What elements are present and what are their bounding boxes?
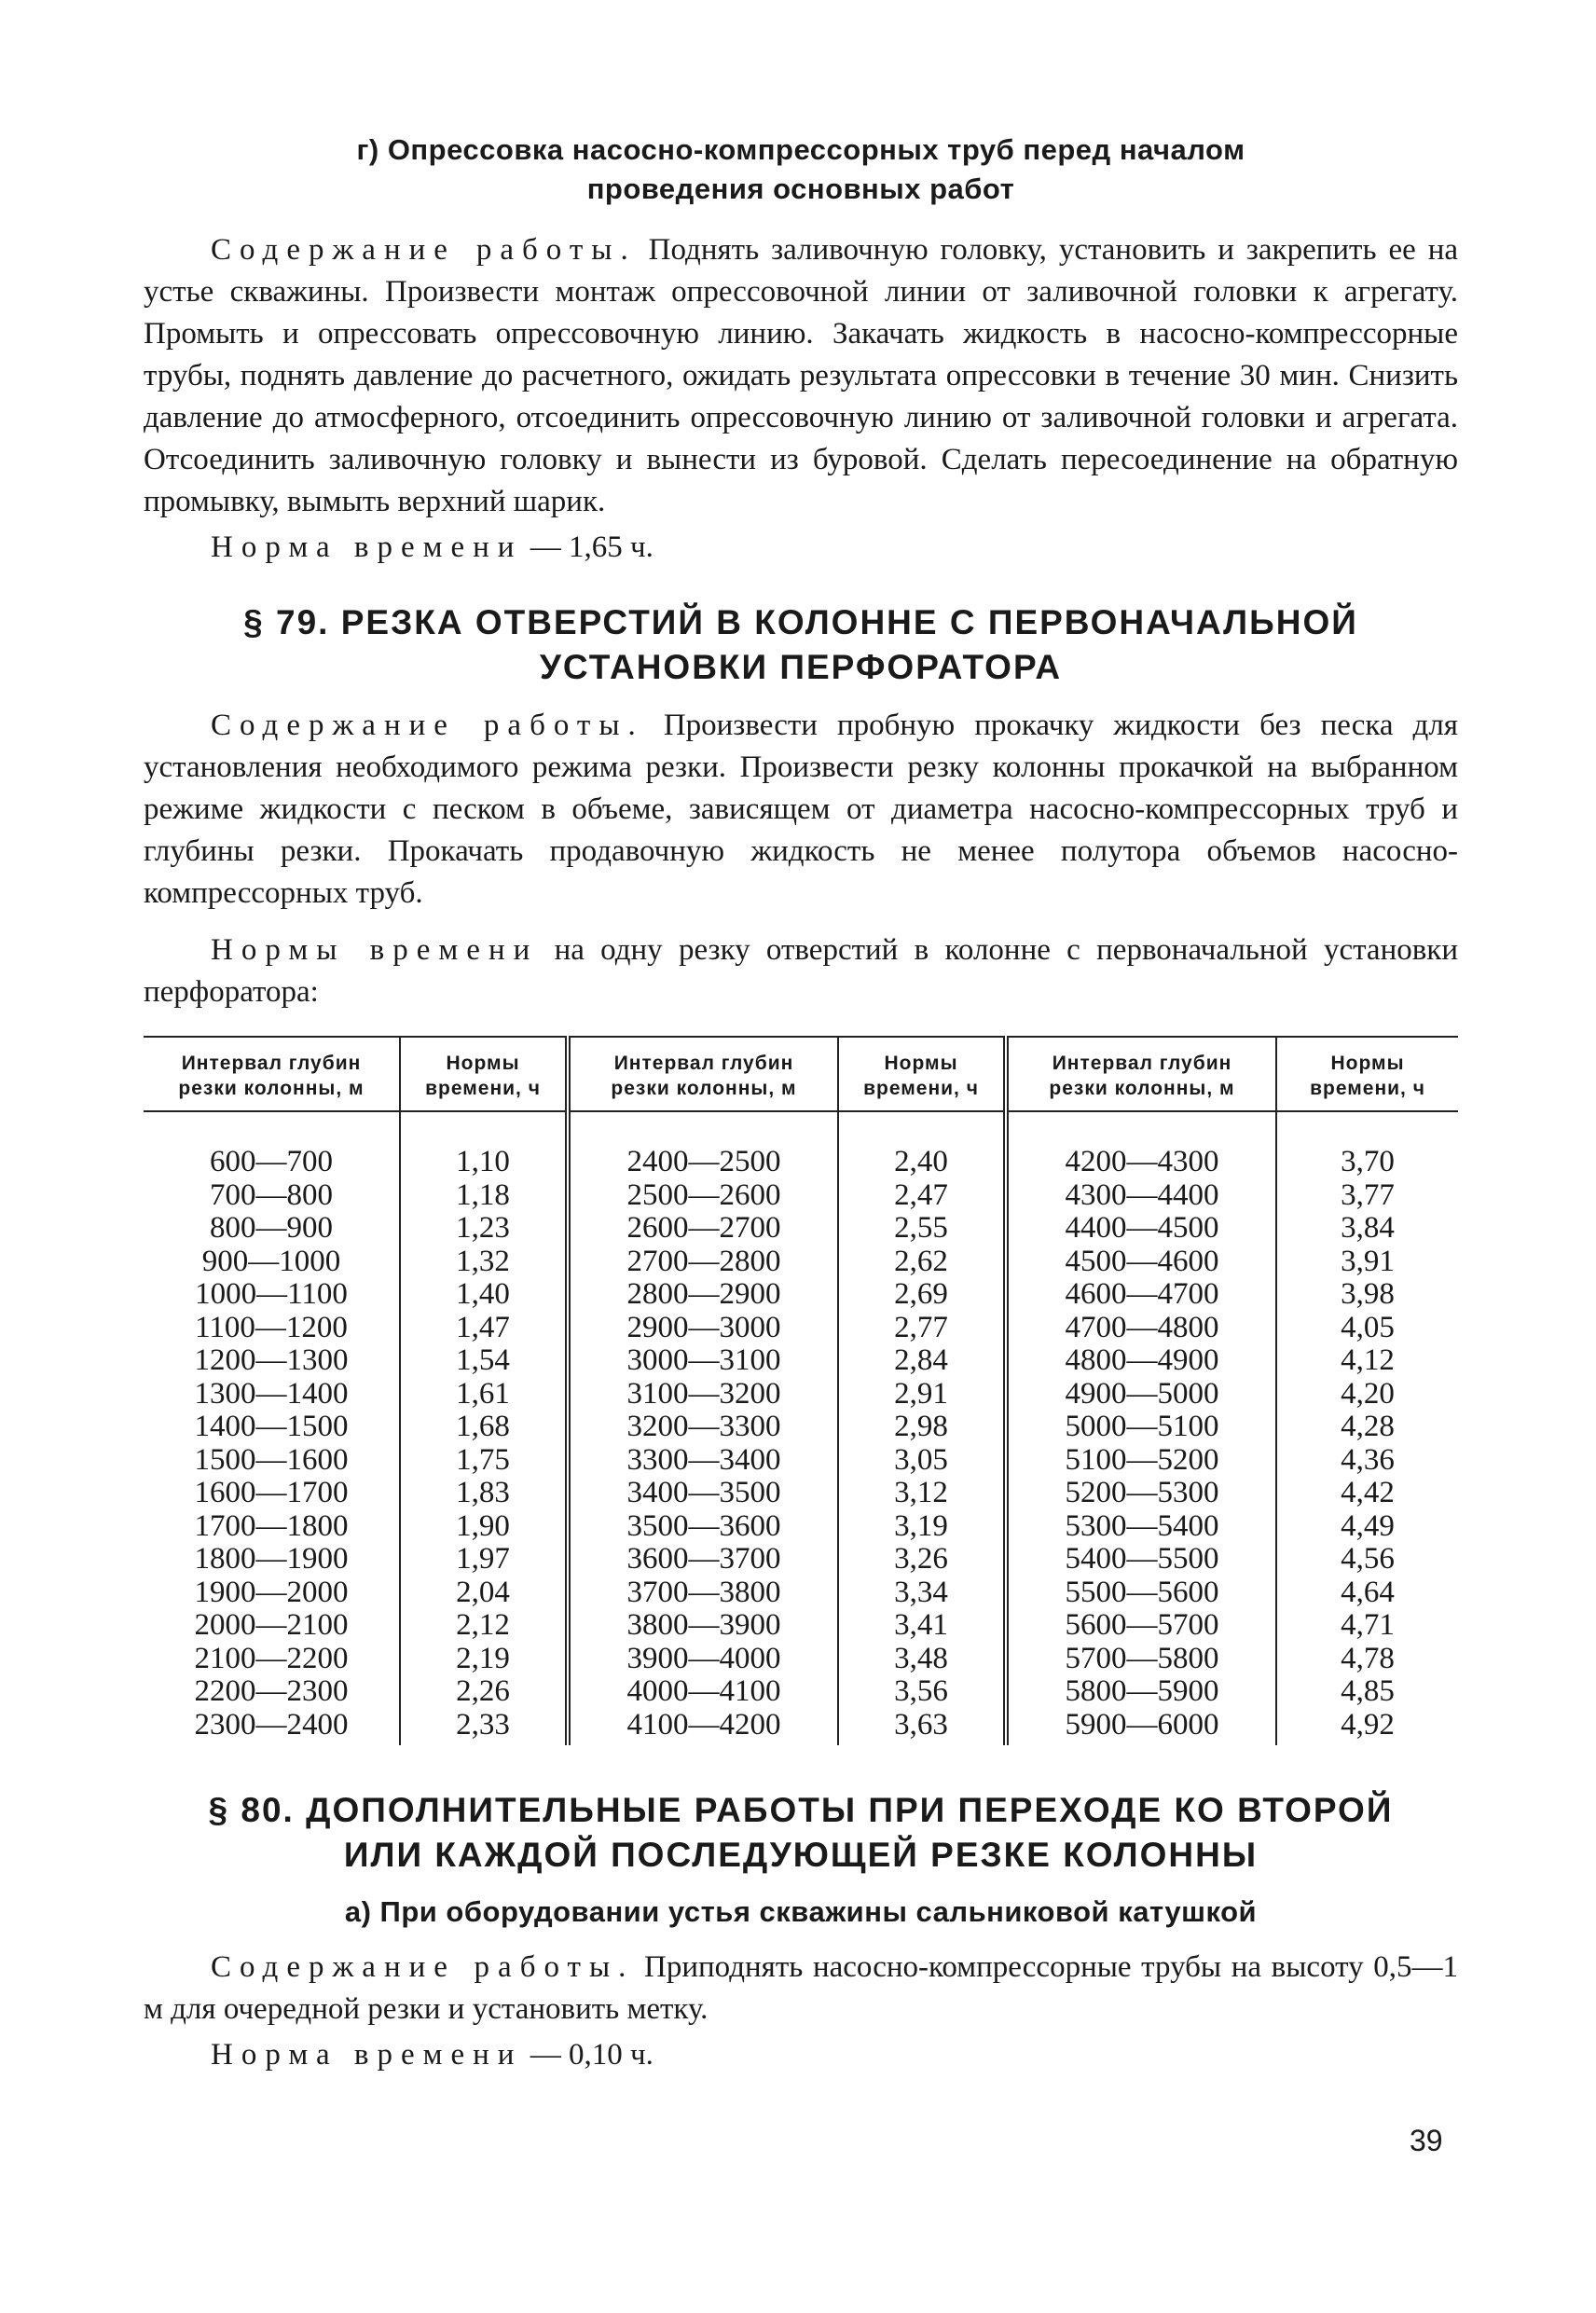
time-norm-cell: 3,05 — [838, 1444, 1006, 1478]
time-norm-cell: 4,78 — [1341, 1641, 1395, 1675]
table-row — [144, 1411, 1458, 1444]
time-norm-cell: 2,77 — [838, 1312, 1006, 1345]
section-80-content — [144, 1947, 1458, 2031]
depth-interval-cell: 2000—2100 — [144, 1609, 400, 1643]
time-norm-cell: 3,48 — [838, 1643, 1006, 1676]
norm-label: Норма времени — [211, 2038, 523, 2072]
depth-interval-cell: 1800—1900 — [144, 1543, 400, 1576]
time-norm-cell: 2,98 — [838, 1411, 1006, 1444]
depth-interval-cell: 5000—5100 — [1006, 1411, 1276, 1444]
section-79-title-line1: § 79. РЕЗКА ОТВЕРСТИЙ В КОЛОННЕ С ПЕРВОНАЧАЛЬНОЙ — [243, 603, 1358, 641]
time-norm-cell: 4,05 — [1341, 1310, 1395, 1344]
time-norm-cell: 1,90 — [400, 1510, 568, 1544]
depth-interval-cell: 5500—5600 — [1006, 1576, 1276, 1610]
depth-interval-cell: 2800—2900 — [568, 1278, 838, 1312]
depth-interval-cell: 5300—5400 — [1006, 1510, 1276, 1544]
depth-interval-cell: 4800—4900 — [1006, 1344, 1276, 1378]
subsection-g-title-line1: г) Опрессовка насосно-компрессорных труб перед началом — [356, 133, 1245, 166]
page-number: 39 — [1410, 2124, 1443, 2157]
section-79-title — [144, 600, 1458, 690]
time-norm-cell: 1,10 — [400, 1111, 568, 1179]
time-norm-cell: 2,84 — [838, 1344, 1006, 1378]
time-norm-cell: 3,19 — [838, 1510, 1006, 1544]
section-80-norm — [144, 2034, 1458, 2076]
depth-interval-cell: 3200—3300 — [568, 1411, 838, 1444]
work-content-text: Поднять заливочную головку, установить и закрепить ее на устье скважины. Произвести монтаж опрессовочной линии от заливочной головки к агрегату. Промыть и опрессовать опрессовочную линию. Закачать жидкость в насосно-компрессорные трубы, поднять давление до расчетного, ожидать результата опрессовки в течение 30 мин. Снизить давление до атмосферного, отсоединить опрессовочную линию от заливочной головки и агрегата. Отсоединить заливочную головку и вынести из буровой. Сделать пересоединение на обратную промывку, вымыть верхний шарик. — [144, 233, 1458, 518]
header-depth-interval-3: Интервал глубин резки колонны, м — [1006, 1037, 1276, 1111]
norm-value: — 1,65 ч. — [530, 530, 654, 564]
depth-interval-cell: 2500—2600 — [568, 1179, 838, 1213]
depth-interval-cell: 4700—4800 — [1006, 1312, 1276, 1345]
norms-table — [144, 1036, 1458, 1745]
time-norm-cell: 2,19 — [400, 1643, 568, 1676]
work-content-label: Содержание работы. — [211, 709, 644, 742]
norm-label: Норма времени — [211, 530, 523, 564]
time-norm-cell: 1,83 — [400, 1477, 568, 1510]
time-norm-cell: 3,91 — [1341, 1244, 1395, 1278]
depth-interval-cell: 3300—3400 — [568, 1444, 838, 1478]
time-norm-cell: 2,47 — [838, 1179, 1006, 1213]
time-norm-cell: 2,26 — [400, 1675, 568, 1709]
time-norm-cell: 4,42 — [1341, 1476, 1395, 1509]
work-content-text: Приподнять насосно-компрессорные трубы на высоту 0,5—1 м для очередной резки и установить метку. — [144, 1950, 1459, 2026]
section-79-title-line2: УСТАНОВКИ ПЕРФОРАТОРА — [539, 648, 1063, 686]
norms-text: на одну резку отверстий в колонне с первоначальной установки перфоратора: — [144, 933, 1459, 1009]
table-row — [144, 1111, 1458, 1179]
depth-interval-cell: 5400—5500 — [1006, 1543, 1276, 1576]
depth-interval-cell: 1000—1100 — [144, 1278, 400, 1312]
section-79-content — [144, 705, 1458, 915]
depth-interval-cell: 4100—4200 — [568, 1709, 838, 1746]
depth-interval-cell: 1500—1600 — [144, 1444, 400, 1478]
depth-interval-cell: 5700—5800 — [1006, 1643, 1276, 1676]
table-row — [144, 1543, 1458, 1576]
time-norm-cell: 3,34 — [838, 1576, 1006, 1610]
time-norm-cell: 4,36 — [1341, 1442, 1395, 1477]
norm-value: — 0,10 ч. — [530, 2038, 654, 2072]
depth-interval-cell: 2200—2300 — [144, 1675, 400, 1709]
section-80-title — [144, 1788, 1458, 1878]
depth-interval-cell: 800—900 — [144, 1212, 400, 1246]
time-norm-cell: 2,33 — [400, 1709, 568, 1746]
table-row — [144, 1378, 1458, 1411]
time-norm-cell: 3,41 — [838, 1609, 1006, 1643]
table-row — [144, 1212, 1458, 1246]
subsection-g-heading — [144, 131, 1458, 209]
work-content-label: Содержание работы. — [211, 233, 637, 267]
time-norm-cell: 1,97 — [400, 1543, 568, 1576]
table-row — [144, 1477, 1458, 1510]
time-norm-cell: 3,26 — [838, 1543, 1006, 1576]
time-norm-cell: 1,54 — [400, 1344, 568, 1378]
time-norm-cell: 3,12 — [838, 1477, 1006, 1510]
depth-interval-cell: 4600—4700 — [1006, 1278, 1276, 1312]
time-norm-cell: 3,56 — [838, 1675, 1006, 1709]
subsection-g-content — [144, 229, 1458, 523]
depth-interval-cell: 4400—4500 — [1006, 1212, 1276, 1246]
depth-interval-cell: 2100—2200 — [144, 1643, 400, 1676]
time-norm-cell: 2,12 — [400, 1609, 568, 1643]
table-row — [144, 1278, 1458, 1312]
time-norm-cell: 4,71 — [1341, 1608, 1395, 1642]
table-row — [144, 1576, 1458, 1610]
section-79-norms-intro — [144, 929, 1458, 1013]
table-row — [144, 1179, 1458, 1213]
time-norm-cell: 3,84 — [1341, 1211, 1395, 1245]
time-norm-cell: 1,40 — [400, 1278, 568, 1312]
table-row — [144, 1344, 1458, 1378]
section-80-title-line2: ИЛИ КАЖДОЙ ПОСЛЕДУЮЩЕЙ РЕЗКЕ КОЛОННЫ — [343, 1836, 1259, 1874]
table-row — [144, 1609, 1458, 1643]
time-norm-cell: 1,18 — [400, 1179, 568, 1213]
time-norm-cell: 2,04 — [400, 1576, 568, 1610]
table-row — [144, 1246, 1458, 1279]
depth-interval-cell: 600—700 — [144, 1111, 400, 1179]
depth-interval-cell: 4000—4100 — [568, 1675, 838, 1709]
time-norm-cell: 4,85 — [1341, 1674, 1395, 1708]
depth-interval-cell: 3900—4000 — [568, 1643, 838, 1676]
depth-interval-cell: 3500—3600 — [568, 1510, 838, 1544]
depth-interval-cell: 1400—1500 — [144, 1411, 400, 1444]
table-row — [144, 1444, 1458, 1478]
depth-interval-cell: 1700—1800 — [144, 1510, 400, 1544]
header-depth-interval-1: Интервал глубин резки колонны, м — [144, 1037, 400, 1111]
time-norm-cell: 1,75 — [400, 1444, 568, 1478]
depth-interval-cell: 5600—5700 — [1006, 1609, 1276, 1643]
table-body — [144, 1111, 1458, 1745]
time-norm-cell: 3,63 — [838, 1709, 1006, 1746]
header-time-norm-2: Нормы времени, ч — [838, 1037, 1006, 1111]
time-norm-cell: 2,91 — [838, 1378, 1006, 1411]
time-norm-cell: 4,12 — [1341, 1343, 1395, 1377]
time-norm-cell: 3,98 — [1341, 1277, 1395, 1311]
depth-interval-cell: 3400—3500 — [568, 1477, 838, 1510]
time-norm-cell: 2,55 — [838, 1212, 1006, 1246]
header-time-norm-1: Нормы времени, ч — [400, 1037, 568, 1111]
depth-interval-cell: 1100—1200 — [144, 1312, 400, 1345]
time-norm-cell: 2,40 — [838, 1111, 1006, 1179]
depth-interval-cell: 3000—3100 — [568, 1344, 838, 1378]
time-norm-cell: 4,64 — [1341, 1575, 1395, 1609]
header-time-norm-3: Нормы времени, ч — [1276, 1037, 1458, 1111]
time-norm-cell: 1,68 — [400, 1411, 568, 1444]
depth-interval-cell: 1200—1300 — [144, 1344, 400, 1378]
time-norm-cell: 4,28 — [1341, 1410, 1395, 1443]
time-norm-cell: 4,56 — [1341, 1542, 1395, 1576]
subsection-g-norm — [144, 527, 1458, 569]
time-norm-cell: 1,61 — [400, 1378, 568, 1411]
table-row — [144, 1510, 1458, 1544]
section-80-subtitle: а) При оборудовании устья скважины сальниковой катушкой — [344, 1895, 1258, 1928]
section-80-title-line1: § 80. ДОПОЛНИТЕЛЬНЫЕ РАБОТЫ ПРИ ПЕРЕХОДЕ КО ВТОРОЙ — [208, 1791, 1394, 1829]
depth-interval-cell: 2700—2800 — [568, 1246, 838, 1279]
depth-interval-cell: 4200—4300 — [1006, 1111, 1276, 1179]
time-norm-cell: 2,62 — [838, 1246, 1006, 1279]
time-norm-cell: 4,92 — [1341, 1707, 1395, 1742]
depth-interval-cell: 4900—5000 — [1006, 1378, 1276, 1411]
time-norm-cell: 3,77 — [1341, 1177, 1395, 1212]
depth-interval-cell: 900—1000 — [144, 1246, 400, 1279]
depth-interval-cell: 3100—3200 — [568, 1378, 838, 1411]
depth-interval-cell: 3700—3800 — [568, 1576, 838, 1610]
depth-interval-cell: 1300—1400 — [144, 1378, 400, 1411]
time-norm-cell: 2,69 — [838, 1278, 1006, 1312]
depth-interval-cell: 5900—6000 — [1006, 1709, 1276, 1746]
table-row — [144, 1709, 1458, 1746]
depth-interval-cell: 700—800 — [144, 1179, 400, 1213]
work-content-label: Содержание работы. — [211, 1950, 635, 1984]
depth-interval-cell: 3600—3700 — [568, 1543, 838, 1576]
work-content-text: Произвести пробную прокачку жидкости без песка для установления необходимого режима резки. Произвести резку колонны прокачкой на выбранном режиме жидкости с песком в объеме, зависящем от диаметра насосно-компрессорных труб и глубины резки. Прокачать продавочную жидкость не менее полутора объемов насосно-компрессорных труб. — [144, 709, 1458, 910]
time-norm-cell: 4,49 — [1341, 1508, 1395, 1543]
depth-interval-cell: 5200—5300 — [1006, 1477, 1276, 1510]
table-header-row — [144, 1037, 1458, 1111]
document-page — [144, 131, 1458, 2076]
table-row — [144, 1312, 1458, 1345]
table-row — [144, 1643, 1458, 1676]
depth-interval-cell: 3800—3900 — [568, 1609, 838, 1643]
depth-interval-cell: 2300—2400 — [144, 1709, 400, 1746]
time-norm-cell: 3,70 — [1341, 1145, 1395, 1178]
time-norm-cell: 1,47 — [400, 1312, 568, 1345]
depth-interval-cell: 4300—4400 — [1006, 1179, 1276, 1213]
depth-interval-cell: 2900—3000 — [568, 1312, 838, 1345]
depth-interval-cell: 2400—2500 — [568, 1111, 838, 1179]
subsection-g-title-line2: проведения основных работ — [586, 172, 1015, 205]
header-depth-interval-2: Интервал глубин резки колонны, м — [568, 1037, 838, 1111]
depth-interval-cell: 1900—2000 — [144, 1576, 400, 1610]
depth-interval-cell: 5800—5900 — [1006, 1675, 1276, 1709]
time-norm-cell: 4,20 — [1341, 1376, 1395, 1411]
time-norm-cell: 1,23 — [400, 1212, 568, 1246]
time-norm-cell: 1,32 — [400, 1246, 568, 1279]
norms-label: Нормы времени — [211, 933, 539, 967]
table-row — [144, 1675, 1458, 1709]
depth-interval-cell: 1600—1700 — [144, 1477, 400, 1510]
depth-interval-cell: 2600—2700 — [568, 1212, 838, 1246]
depth-interval-cell: 4500—4600 — [1006, 1246, 1276, 1279]
depth-interval-cell: 5100—5200 — [1006, 1444, 1276, 1478]
